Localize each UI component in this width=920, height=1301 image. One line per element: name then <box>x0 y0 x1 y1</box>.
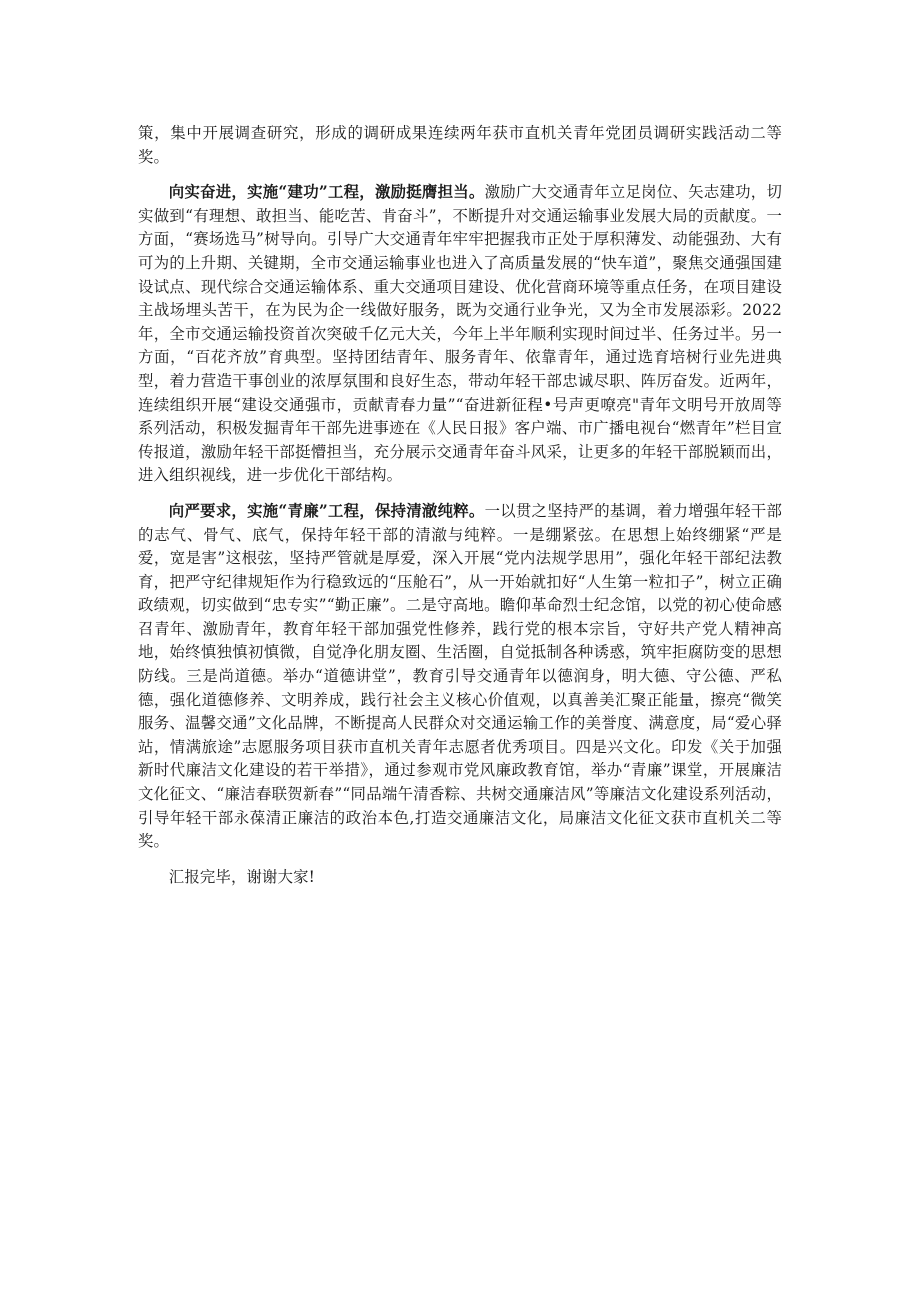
paragraph-lead: 向实奋进，实施“建功”工程，激励挺膺担当。 <box>168 183 485 202</box>
paragraph-qinglian <box>138 500 782 854</box>
paragraph-lead: 向严要求，实施“青廉”工程，保持清澈纯粹。 <box>168 501 485 520</box>
paragraph-continuation <box>138 122 782 169</box>
paragraph-text: 汇报完毕，谢谢大家! <box>168 867 315 886</box>
document-page <box>138 122 782 901</box>
paragraph-closing <box>138 866 782 890</box>
paragraph-jiangong <box>138 181 782 488</box>
paragraph-text: 一以贯之坚持严的基调，着力增强年轻干部的志气、骨气、底气，保持年轻干部的清澈与纯粹。一是绷紧弦。在思想上始终绷紧“严是爱，宽是害”这根弦，坚持严管就是厚爱，深入开展“党内法规学思用”，强化年轻干部纪法教育，把严守纪律规矩作为行稳致远的“压舱石”，从一开始就扣好“人生第一粒扣子”，树立正确政绩观，切实做到“忠专实”“勤正廉”。二是守高地。瞻仰革命烈士纪念馆，以党的初心使命感召青年、激励青年，教育年轻干部加强党性修养，践行党的根本宗旨，守好共产党人精神高地，始终慎独慎初慎微，自觉净化朋友圈、生活圈，自觉抵制各种诱惑，筑牢拒腐防变的思想防线。三是尚道德。举办“道德讲堂”，教育引导交通青年以德润身，明大德、守公德、严私德，强化道德修养、文明养成，践行社会主义核心价值观，以真善美汇聚正能量，擦亮“微笑服务、温馨交通”文化品牌，不断提高人民群众对交通运输工作的美誉度、满意度，局“爱心驿站，情满旅途”志愿服务项目获市直机关青年志愿者优秀项目。四是兴文化。印发《关于加强新时代廉洁文化建设的若干举措》，通过参观市党风廉政教育馆，举办“青廉”课堂，开展廉洁文化征文、“廉洁春联贺新春”“同品端午清香粽、共树交通廉洁风”等廉洁文化建设系列活动，引导年轻干部永葆清正廉洁的政治本色,打造交通廉洁文化，局廉洁文化征文获市直机关二等奖。 <box>138 501 782 851</box>
paragraph-text: 策，集中开展调查研究，形成的调研成果连续两年获市直机关青年党团员调研实践活动二等奖。 <box>138 124 782 166</box>
paragraph-text: 激励广大交通青年立足岗位、矢志建功，切实做到“有理想、敢担当、能吃苦、肯奋斗”，不断提升对交通运输事业发展大局的贡献度。一方面，“赛场选马”树导向。引导广大交通青年牢牢把握我市正处于厚积薄发、动能强劲、大有可为的上升期、关键期，全市交通运输事业也进入了高质量发展的“快车道”，聚焦交通强国建设试点、现代综合交通运输体系、重大交通项目建设、优化营商环境等重点任务，在项目建设主战场埋头苦干，在为民为企一线做好服务，既为交通行业争光，又为全市发展添彩。2022年，全市交通运输投资首次突破千亿元大关，今年上半年顺利实现时间过半、任务过半。另一方面，“百花齐放”育典型。坚持团结青年、服务青年、依靠青年，通过选育培树行业先进典型，着力营造干事创业的浓厚氛围和良好生态，带动年轻干部忠诚尽职、阵厉奋发。近两年，连续组织开展“建设交通强市，贡献青春力量”“奋进新征程•号声更嘹亮"青年文明号开放周等系列活动，积极发掘青年干部先进事迹在《人民日报》客户端、市广播电视台“燃青年”栏目宣传报道，激励年轻干部挺懵担当，充分展示交通青年奋斗风采，让更多的年轻干部脱颖而出，进入组织视线，进一步优化干部结构。 <box>138 183 782 485</box>
